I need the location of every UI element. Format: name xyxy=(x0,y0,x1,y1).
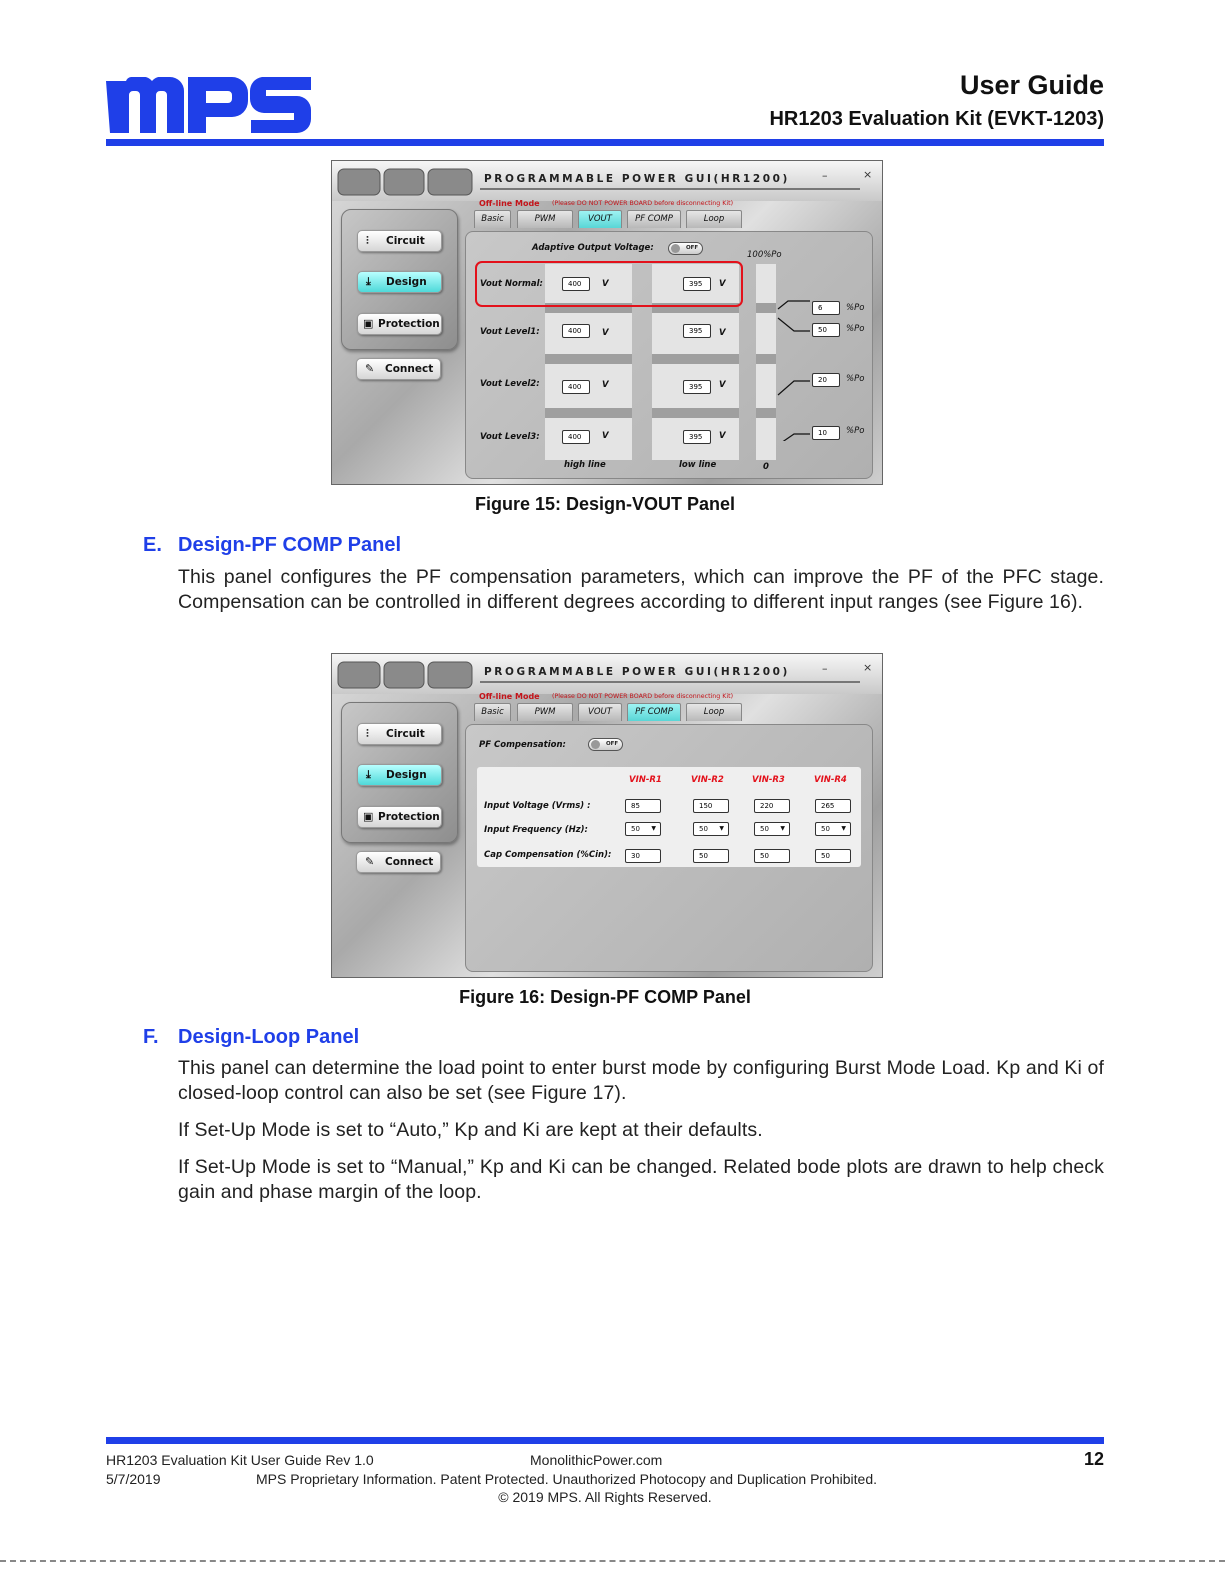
cap-compensation-label: Cap Compensation (%Cin): xyxy=(484,850,612,860)
close-button[interactable]: × xyxy=(863,661,873,674)
gui-title: PROGRAMMABLE POWER GUI(HR1200) xyxy=(484,666,790,678)
footer-website: MonolithicPower.com xyxy=(530,1452,663,1468)
circuit-button[interactable]: ⫶ Circuit xyxy=(357,723,442,745)
section-f-paragraph-2: If Set-Up Mode is set to “Auto,” Kp and Ki are kept at their defaults. xyxy=(178,1119,763,1141)
divider-bar xyxy=(652,354,739,364)
vout-normal-label: Vout Normal: xyxy=(480,279,543,289)
design-button[interactable]: ⤓ Design xyxy=(357,271,442,293)
lock-icon: ▣ xyxy=(363,317,374,330)
pf-compensation-label: PF Compensation: xyxy=(479,740,566,750)
load-divider xyxy=(756,408,776,418)
circuit-button[interactable]: ⫶ Circuit xyxy=(357,230,442,252)
vout-level2-high-input[interactable]: 400 xyxy=(562,380,590,394)
gui-title-line xyxy=(480,681,860,683)
gui-title: PROGRAMMABLE POWER GUI(HR1200) xyxy=(484,173,790,185)
vout-normal-low-input[interactable]: 395 xyxy=(683,277,711,291)
pencil-icon: ✎ xyxy=(365,362,375,375)
gui-sidebar xyxy=(341,209,458,350)
warning-text: (Please DO NOT POWER BOARD before disconnecting Kit) xyxy=(552,693,734,700)
unit-label: V xyxy=(602,279,609,289)
page-bottom-dashes xyxy=(0,1560,1225,1563)
section-e-text: This panel configures the PF compensation parameters, which can improve the PF of the PFC stage. Compensation can be controlled in different degrees according to different input ranges (see Figure 16). xyxy=(178,566,1104,613)
section-f-title: Design-Loop Panel xyxy=(178,1026,360,1048)
input-frequency-r4[interactable]: 50 ▼ xyxy=(815,822,851,836)
po-top-label: 100%Po xyxy=(747,250,782,260)
divider-bar xyxy=(545,408,632,418)
divider-bar xyxy=(545,354,632,364)
load-divider xyxy=(756,354,776,364)
section-f-paragraph-3: If Set-Up Mode is set to “Manual,” Kp and Ki can be changed. Related bode plots are drawn to help check gain and phase margin of the loop. xyxy=(178,1156,1104,1203)
lock-icon: ▣ xyxy=(363,810,374,823)
footer-date: 5/7/2019 xyxy=(106,1471,161,1487)
mode-label: Off-line Mode xyxy=(479,692,540,701)
connect-button[interactable]: ✎ Connect xyxy=(356,358,441,380)
vout-level1-label: Vout Level1: xyxy=(480,327,540,337)
unit-label: V xyxy=(602,380,609,390)
po-connector-lines xyxy=(776,291,816,441)
tab-pwm[interactable]: PWM xyxy=(517,210,573,228)
unit-label: V xyxy=(719,279,726,289)
po-input-2[interactable]: 50 xyxy=(812,323,840,337)
figure-15-caption: Figure 15: Design-VOUT Panel xyxy=(474,494,736,514)
footer-copyright: © 2019 MPS. All Rights Reserved. xyxy=(498,1489,712,1505)
footer-notice: MPS Proprietary Information. Patent Protected. Unauthorized Photocopy and Duplication Prohibited. xyxy=(256,1471,878,1487)
minimize-button[interactable]: – xyxy=(822,169,828,182)
cap-compensation-r3[interactable]: 50 xyxy=(754,849,790,863)
highlight-box xyxy=(475,261,743,307)
protection-button[interactable]: ▣ Protection xyxy=(357,313,442,335)
po-unit: %Po xyxy=(846,374,865,384)
section-e-title: Design-PF COMP Panel xyxy=(178,534,402,556)
vout-level1-high-input[interactable]: 400 xyxy=(562,324,590,338)
unit-label: V xyxy=(719,431,726,441)
connect-button[interactable]: ✎ Connect xyxy=(356,851,441,873)
vin-r3-header: VIN-R3 xyxy=(752,775,785,785)
mode-label: Off-line Mode xyxy=(479,199,540,208)
gui-pf-comp-panel xyxy=(331,653,883,978)
sliders-icon: ⫶ xyxy=(366,234,369,247)
po-unit: %Po xyxy=(846,324,865,334)
unit-label: V xyxy=(719,328,726,338)
vout-normal-high-input[interactable]: 400 xyxy=(562,277,590,291)
gui-logo xyxy=(336,165,474,199)
footer-rule xyxy=(106,1437,1104,1444)
unit-label: V xyxy=(602,328,609,338)
design-button[interactable]: ⤓ Design xyxy=(357,764,442,786)
adaptive-output-label: Adaptive Output Voltage: xyxy=(532,243,654,253)
input-frequency-r3[interactable]: 50 ▼ xyxy=(754,822,790,836)
po-input-1[interactable]: 6 xyxy=(812,301,840,315)
input-voltage-r1[interactable]: 85 xyxy=(625,799,661,813)
low-line-label: low line xyxy=(679,460,717,470)
protection-button[interactable]: ▣ Protection xyxy=(357,806,442,828)
tab-vout[interactable]: VOUT xyxy=(578,703,622,721)
gui-title-line xyxy=(480,188,860,190)
po-unit: %Po xyxy=(846,303,865,313)
tab-loop[interactable]: Loop xyxy=(686,210,742,228)
warning-text: (Please DO NOT POWER BOARD before disconnecting Kit) xyxy=(552,200,734,207)
input-frequency-r1[interactable]: 50 ▼ xyxy=(625,822,661,836)
vin-r4-header: VIN-R4 xyxy=(814,775,847,785)
cap-compensation-r1[interactable]: 30 xyxy=(625,849,661,863)
dropdown-arrow-icon: ▼ xyxy=(719,825,724,832)
tab-vout[interactable]: VOUT xyxy=(578,210,622,228)
tab-pwm[interactable]: PWM xyxy=(517,703,573,721)
unit-label: V xyxy=(719,380,726,390)
tab-loop[interactable]: Loop xyxy=(686,703,742,721)
close-button[interactable]: × xyxy=(863,168,873,181)
sliders-icon: ⫶ xyxy=(366,727,369,740)
po-unit: %Po xyxy=(846,426,865,436)
adaptive-output-toggle[interactable]: OFF xyxy=(668,242,703,255)
gui-logo xyxy=(336,658,474,692)
doc-title: User Guide xyxy=(959,70,1104,100)
load-divider xyxy=(756,303,776,313)
vin-r2-header: VIN-R2 xyxy=(691,775,724,785)
po-input-3[interactable]: 20 xyxy=(812,373,840,387)
input-voltage-r3[interactable]: 220 xyxy=(754,799,790,813)
input-frequency-label: Input Frequency (Hz): xyxy=(484,825,588,835)
dropdown-arrow-icon: ▼ xyxy=(651,825,656,832)
download-icon: ⤓ xyxy=(366,768,371,781)
divider-bar xyxy=(652,408,739,418)
gui-vout-panel xyxy=(331,160,883,485)
input-frequency-r2[interactable]: 50 ▼ xyxy=(693,822,729,836)
cap-compensation-r2[interactable]: 50 xyxy=(693,849,729,863)
high-line-label: high line xyxy=(564,460,606,470)
section-e-letter: E. xyxy=(143,534,162,556)
mps-logo xyxy=(106,77,311,133)
footer-doc-name: HR1203 Evaluation Kit User Guide Rev 1.0 xyxy=(106,1452,374,1468)
header-rule xyxy=(106,139,1104,146)
po-input-4[interactable]: 10 xyxy=(812,426,840,440)
input-voltage-label: Input Voltage (Vrms) : xyxy=(484,801,591,811)
pencil-icon: ✎ xyxy=(365,855,375,868)
pf-compensation-toggle[interactable]: OFF xyxy=(588,738,623,751)
input-voltage-r4[interactable]: 265 xyxy=(815,799,851,813)
section-f-paragraph-1: This panel can determine the load point to enter burst mode by configuring Burst Mode Load. Kp and Ki of closed-loop control can also be set (see Figure 17). xyxy=(178,1057,1104,1104)
cap-compensation-r4[interactable]: 50 xyxy=(815,849,851,863)
dropdown-arrow-icon: ▼ xyxy=(780,825,785,832)
tab-pf-comp[interactable]: PF COMP xyxy=(627,210,681,228)
gui-sidebar xyxy=(341,702,458,843)
doc-subtitle: HR1203 Evaluation Kit (EVKT-1203) xyxy=(769,108,1104,130)
vout-level3-low-input[interactable]: 395 xyxy=(683,430,711,444)
page-number: 12 xyxy=(1083,1449,1104,1469)
input-voltage-r2[interactable]: 150 xyxy=(693,799,729,813)
vout-level3-high-input[interactable]: 400 xyxy=(562,430,590,444)
vout-level1-low-input[interactable]: 395 xyxy=(683,324,711,338)
tab-basic[interactable]: Basic xyxy=(474,210,511,228)
figure-16-caption: Figure 16: Design-PF COMP Panel xyxy=(459,987,751,1007)
vin-r1-header: VIN-R1 xyxy=(629,775,662,785)
download-icon: ⤓ xyxy=(366,275,371,288)
vout-level3-label: Vout Level3: xyxy=(480,432,540,442)
section-f-letter: F. xyxy=(143,1026,159,1048)
tab-basic[interactable]: Basic xyxy=(474,703,511,721)
minimize-button[interactable]: – xyxy=(822,662,828,675)
vout-level2-low-input[interactable]: 395 xyxy=(683,380,711,394)
unit-label: V xyxy=(602,431,609,441)
po-bottom-label: 0 xyxy=(763,462,769,472)
tab-pf-comp[interactable]: PF COMP xyxy=(627,703,681,721)
dropdown-arrow-icon: ▼ xyxy=(841,825,846,832)
vout-level2-label: Vout Level2: xyxy=(480,379,540,389)
